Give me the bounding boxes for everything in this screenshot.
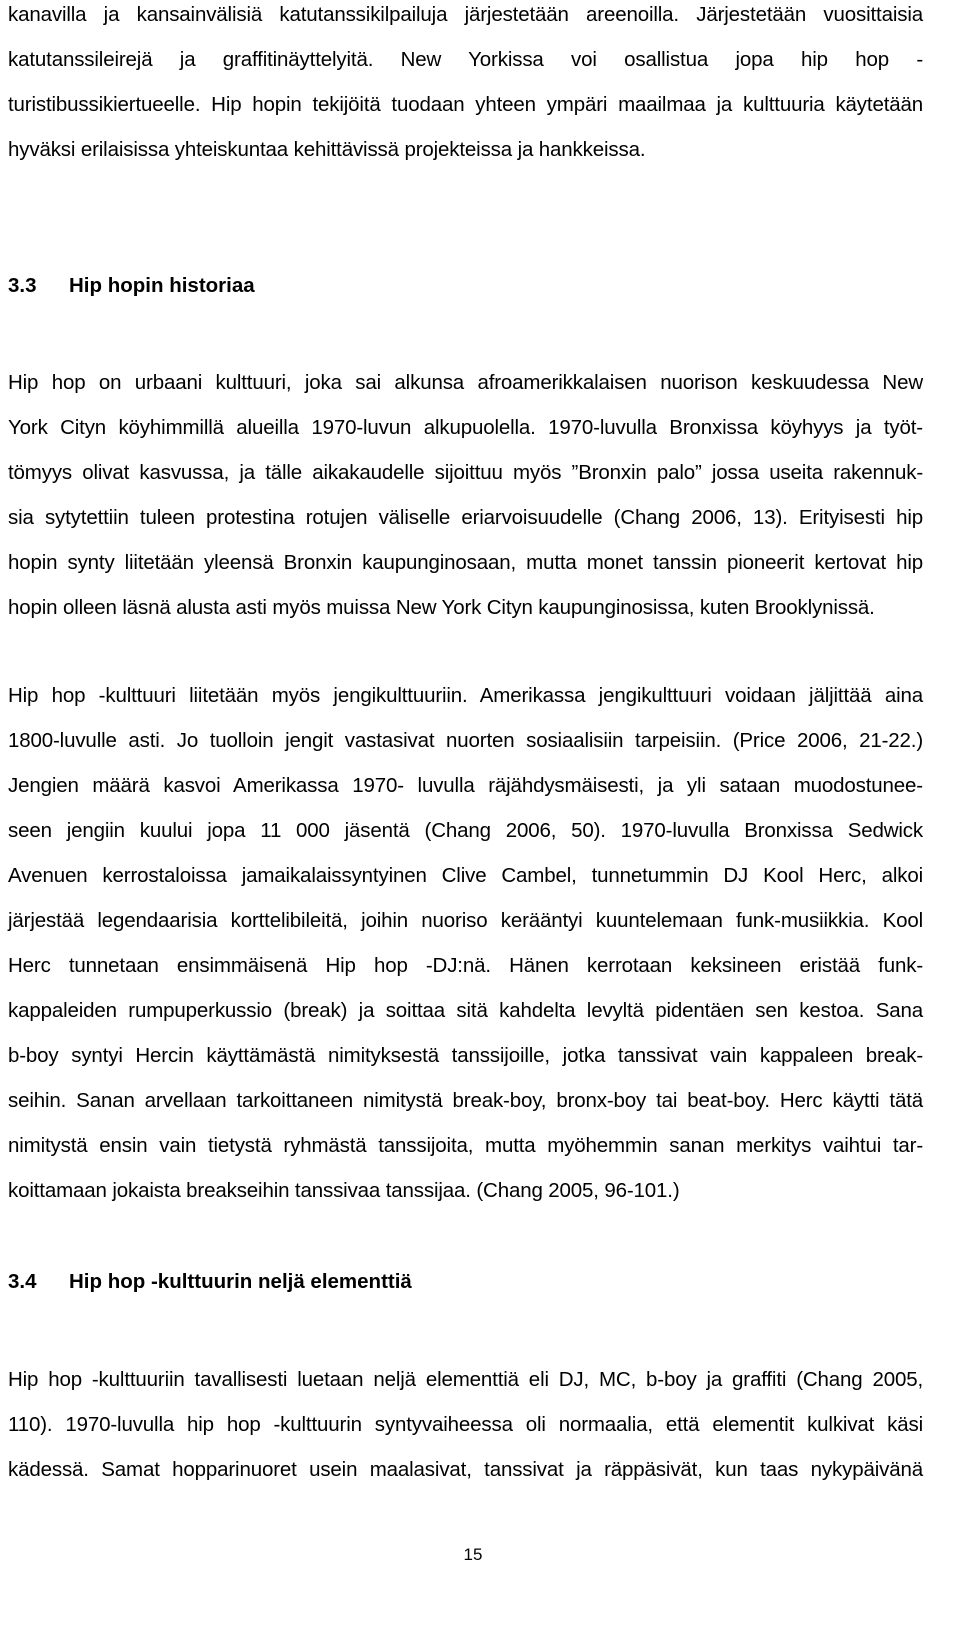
text-line: tömyys olivat kasvussa, ja tälle aikakaudelle sijoittuu myös ”Bronxin palo” jossa useita rakennuk- bbox=[8, 461, 923, 484]
paragraph-history-b bbox=[8, 673, 923, 1213]
text-line: Herc tunnetaan ensimmäisenä Hip hop -DJ:nä. Hänen kerrotaan keksineen eristää funk- bbox=[8, 954, 923, 977]
text-line: 1800-luvulle asti. Jo tuolloin jengit vastasivat nuorten sosiaalisiin tarpeisiin. (Price 2006, 21-22.) bbox=[8, 729, 923, 752]
paragraph-elements bbox=[8, 1357, 923, 1492]
text-line: järjestää legendaarisia korttelibileitä, joihin nuoriso kerääntyi kuuntelemaan funk-musiikkia. Kool bbox=[8, 909, 923, 932]
text-line: seen jengiin kuului jopa 11 000 jäsentä (Chang 2006, 50). 1970-luvulla Bronxissa Sedwick bbox=[8, 819, 923, 842]
text-line: hopin synty liitetään yleensä Bronxin kaupunginosaan, mutta monet tanssin pioneerit kertovat hip bbox=[8, 551, 923, 574]
section-title: Hip hopin historiaa bbox=[69, 274, 255, 297]
text-line: Avenuen kerrostaloissa jamaikalaissyntyinen Clive Cambel, tunnetummin DJ Kool Herc, alkoi bbox=[8, 864, 923, 887]
text-line: hopin olleen läsnä alusta asti myös muissa New York Cityn kaupunginosissa, kuten Brooklynissä. bbox=[8, 596, 875, 619]
text-line: koittamaan jokaista breakseihin tanssivaa tanssijaa. (Chang 2005, 96-101.) bbox=[8, 1179, 680, 1202]
text-line: Hip hop on urbaani kulttuuri, joka sai alkunsa afroamerikkalaisen nuorison keskuudessa New bbox=[8, 371, 923, 394]
text-line: Hip hop -kulttuuri liitetään myös jengikulttuuriin. Amerikassa jengikulttuuri voidaan jäljittää aina bbox=[8, 684, 923, 707]
paragraph-history-a bbox=[8, 360, 923, 630]
text-line: Hip hop -kulttuuriin tavallisesti luetaan neljä elementtiä eli DJ, MC, b-boy ja graffiti (Chang 2005, bbox=[8, 1368, 923, 1391]
section-number: 3.3 bbox=[8, 274, 37, 297]
section-heading-3-3 bbox=[8, 271, 255, 301]
text-line: kädessä. Samat hopparinuoret usein maalasivat, tanssivat ja räppäsivät, kun taas nykypäivänä bbox=[8, 1458, 923, 1481]
text-line: Jengien määrä kasvoi Amerikassa 1970- luvulla räjähdysmäisesti, ja yli sataan muodostunee- bbox=[8, 774, 923, 797]
paragraph-intro bbox=[8, 0, 923, 172]
page-number: 15 bbox=[463, 1545, 483, 1564]
text-line: 110). 1970-luvulla hip hop -kulttuurin syntyvaiheessa oli normaalia, että elementit kulkivat käsi bbox=[8, 1413, 923, 1436]
text-line: turistibussikiertueelle. Hip hopin tekijöitä tuodaan yhteen ympäri maailmaa ja kulttuuria käytetään bbox=[8, 93, 923, 116]
text-line: hyväksi erilaisissa yhteiskuntaa kehittävissä projekteissa ja hankkeissa. bbox=[8, 138, 646, 161]
text-line: sia sytytettiin tuleen protestina rotujen väliselle eriarvoisuudelle (Chang 2006, 13). Erityisesti hip bbox=[8, 506, 923, 529]
text-line: kappaleiden rumpuperkussio (break) ja soittaa sitä kahdelta levyltä pidentäen sen kestoa. Sana bbox=[8, 999, 923, 1022]
section-heading-3-4 bbox=[8, 1267, 412, 1297]
text-line: seihin. Sanan arvellaan tarkoittaneen nimitystä break-boy, bronx-boy tai beat-boy. Herc käytti tätä bbox=[8, 1089, 923, 1112]
text-line: kanavilla ja kansainvälisiä katutanssikilpailuja järjestetään areenoilla. Järjestetään vuosittaisia bbox=[8, 3, 923, 26]
text-line: b-boy syntyi Hercin käyttämästä nimityksestä tanssijoille, jotka tanssivat vain kappaleen break- bbox=[8, 1044, 923, 1067]
text-line: katutanssileirejä ja graffitinäyttelyitä. New Yorkissa voi osallistua jopa hip hop - bbox=[8, 48, 923, 71]
text-line: nimitystä ensin vain tietystä ryhmästä tanssijoita, mutta myöhemmin sanan merkitys vaihtui tar- bbox=[8, 1134, 923, 1157]
section-title: Hip hop -kulttuurin neljä elementtiä bbox=[69, 1270, 412, 1293]
section-number: 3.4 bbox=[8, 1270, 37, 1293]
text-line: York Cityn köyhimmillä alueilla 1970-luvun alkupuolella. 1970-luvulla Bronxissa köyhyys ja työt- bbox=[8, 416, 923, 439]
